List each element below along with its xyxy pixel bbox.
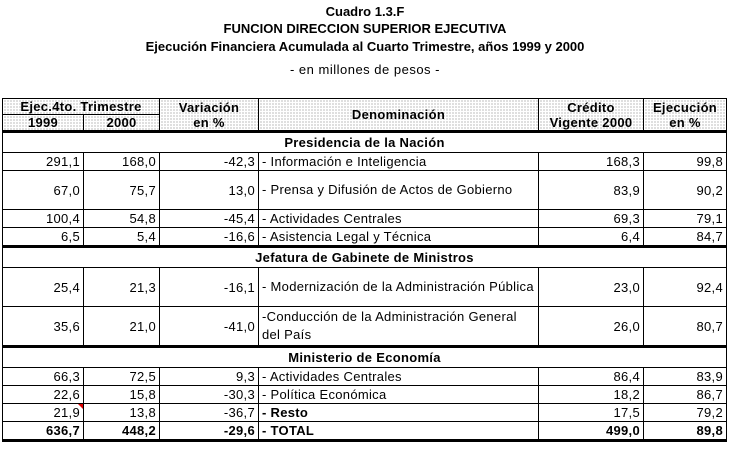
cell-credito: 168,3	[539, 153, 644, 171]
cell-denominacion: - Modernización de la Administración Pública	[259, 268, 539, 307]
cell-variacion: -45,4	[160, 210, 259, 228]
cell-denominacion: -Conducción de la Administración General del País	[259, 307, 539, 347]
cell-2000: 72,5	[84, 368, 160, 386]
table-row	[3, 171, 727, 210]
section-title: Presidencia de la Nación	[3, 132, 727, 153]
total-1999: 636,7	[3, 422, 84, 441]
cell-1999: 67,0	[3, 171, 84, 210]
cell-denominacion: - Política Económica	[259, 386, 539, 404]
cell-ejecucion: 99,8	[644, 153, 727, 171]
table-row	[3, 210, 727, 228]
header-ejecucion-line1: Ejecución	[652, 99, 718, 115]
total-row	[3, 422, 727, 441]
header-variacion	[160, 99, 259, 132]
cell-ejecucion: 92,4	[644, 268, 727, 307]
cell-2000: 75,7	[84, 171, 160, 210]
table-row	[3, 268, 727, 307]
cell-ejecucion: 80,7	[644, 307, 727, 347]
cell-denominacion: - Actividades Centrales	[259, 210, 539, 228]
cell-variacion: -30,3	[160, 386, 259, 404]
header-variacion-line2: en %	[193, 114, 225, 130]
cell-1999: 21,9	[3, 404, 84, 422]
header-ejec: Ejec.4to. Trimestre	[3, 99, 160, 115]
cell-credito: 83,9	[539, 171, 644, 210]
cell-credito: 26,0	[539, 307, 644, 347]
cell-credito: 18,2	[539, 386, 644, 404]
cell-denominacion: - Asistencia Legal y Técnica	[259, 228, 539, 247]
cell-2000: 13,8	[84, 404, 160, 422]
section-row	[3, 347, 727, 368]
units-note: - en millones de pesos -	[289, 62, 440, 77]
cell-2000: 21,3	[84, 268, 160, 307]
cell-ejecucion: 90,2	[644, 171, 727, 210]
cell-variacion: 9,3	[160, 368, 259, 386]
cell-variacion: -42,3	[160, 153, 259, 171]
header-1999: 1999	[3, 115, 84, 132]
cell-2000: 54,8	[84, 210, 160, 228]
header-ejecucion	[644, 99, 727, 132]
cell-ejecucion: 86,7	[644, 386, 727, 404]
total-variacion: -29,6	[160, 422, 259, 441]
cell-credito: 17,5	[539, 404, 644, 422]
cell-1999: 100,4	[3, 210, 84, 228]
cell-2000: 5,4	[84, 228, 160, 247]
cell-variacion: -41,0	[160, 307, 259, 347]
cell-variacion: -16,1	[160, 268, 259, 307]
table-row	[3, 368, 727, 386]
header-credito-line2: Vigente 2000	[549, 114, 633, 130]
table-subtitle: Ejecución Financiera Acumulada al Cuarto Trimestre, años 1999 y 2000	[145, 39, 585, 54]
table-row	[3, 228, 727, 247]
cell-ejecucion: 84,7	[644, 228, 727, 247]
cell-credito: 6,4	[539, 228, 644, 247]
cell-denominacion: - Actividades Centrales	[259, 368, 539, 386]
cell-denominacion: - Prensa y Difusión de Actos de Gobierno	[259, 171, 539, 210]
section-row	[3, 132, 727, 153]
function-title: FUNCION DIRECCION SUPERIOR EJECUTIVA	[223, 21, 507, 36]
table-row	[3, 307, 727, 347]
cell-1999: 22,6	[3, 386, 84, 404]
cell-variacion: -16,6	[160, 228, 259, 247]
total-denominacion: - TOTAL	[259, 422, 539, 441]
cell-2000: 15,8	[84, 386, 160, 404]
execution-table	[2, 98, 727, 442]
cell-1999: 6,5	[3, 228, 84, 247]
cell-1999: 25,4	[3, 268, 84, 307]
cell-1999: 35,6	[3, 307, 84, 347]
header-2000: 2000	[84, 115, 160, 132]
cell-variacion: 13,0	[160, 171, 259, 210]
cell-ejecucion: 83,9	[644, 368, 727, 386]
table-row	[3, 153, 727, 171]
cell-1999: 66,3	[3, 368, 84, 386]
cell-ejecucion: 79,2	[644, 404, 727, 422]
header-variacion-line1: Variación	[178, 99, 240, 115]
total-2000: 448,2	[84, 422, 160, 441]
cell-2000: 21,0	[84, 307, 160, 347]
header-denominacion: Denominación	[259, 99, 539, 132]
cell-2000: 168,0	[84, 153, 160, 171]
table-number: Cuadro 1.3.F	[325, 4, 405, 19]
section-title: Jefatura de Gabinete de Ministros	[3, 247, 727, 268]
cell-credito: 23,0	[539, 268, 644, 307]
table-row	[3, 404, 727, 422]
cell-credito: 86,4	[539, 368, 644, 386]
table-row	[3, 386, 727, 404]
cell-variacion: -36,7	[160, 404, 259, 422]
header-credito-line1: Crédito	[567, 99, 615, 115]
cell-1999: 291,1	[3, 153, 84, 171]
total-ejecucion: 89,8	[644, 422, 727, 441]
header-ejecucion-line2: en %	[669, 114, 701, 130]
section-title: Ministerio de Economía	[3, 347, 727, 368]
header-row-1	[3, 99, 727, 115]
cell-denominacion: - Información e Inteligencia	[259, 153, 539, 171]
section-row	[3, 247, 727, 268]
header-credito	[539, 99, 644, 132]
total-credito: 499,0	[539, 422, 644, 441]
cell-ejecucion: 79,1	[644, 210, 727, 228]
cell-credito: 69,3	[539, 210, 644, 228]
cell-denominacion: - Resto	[259, 404, 539, 422]
